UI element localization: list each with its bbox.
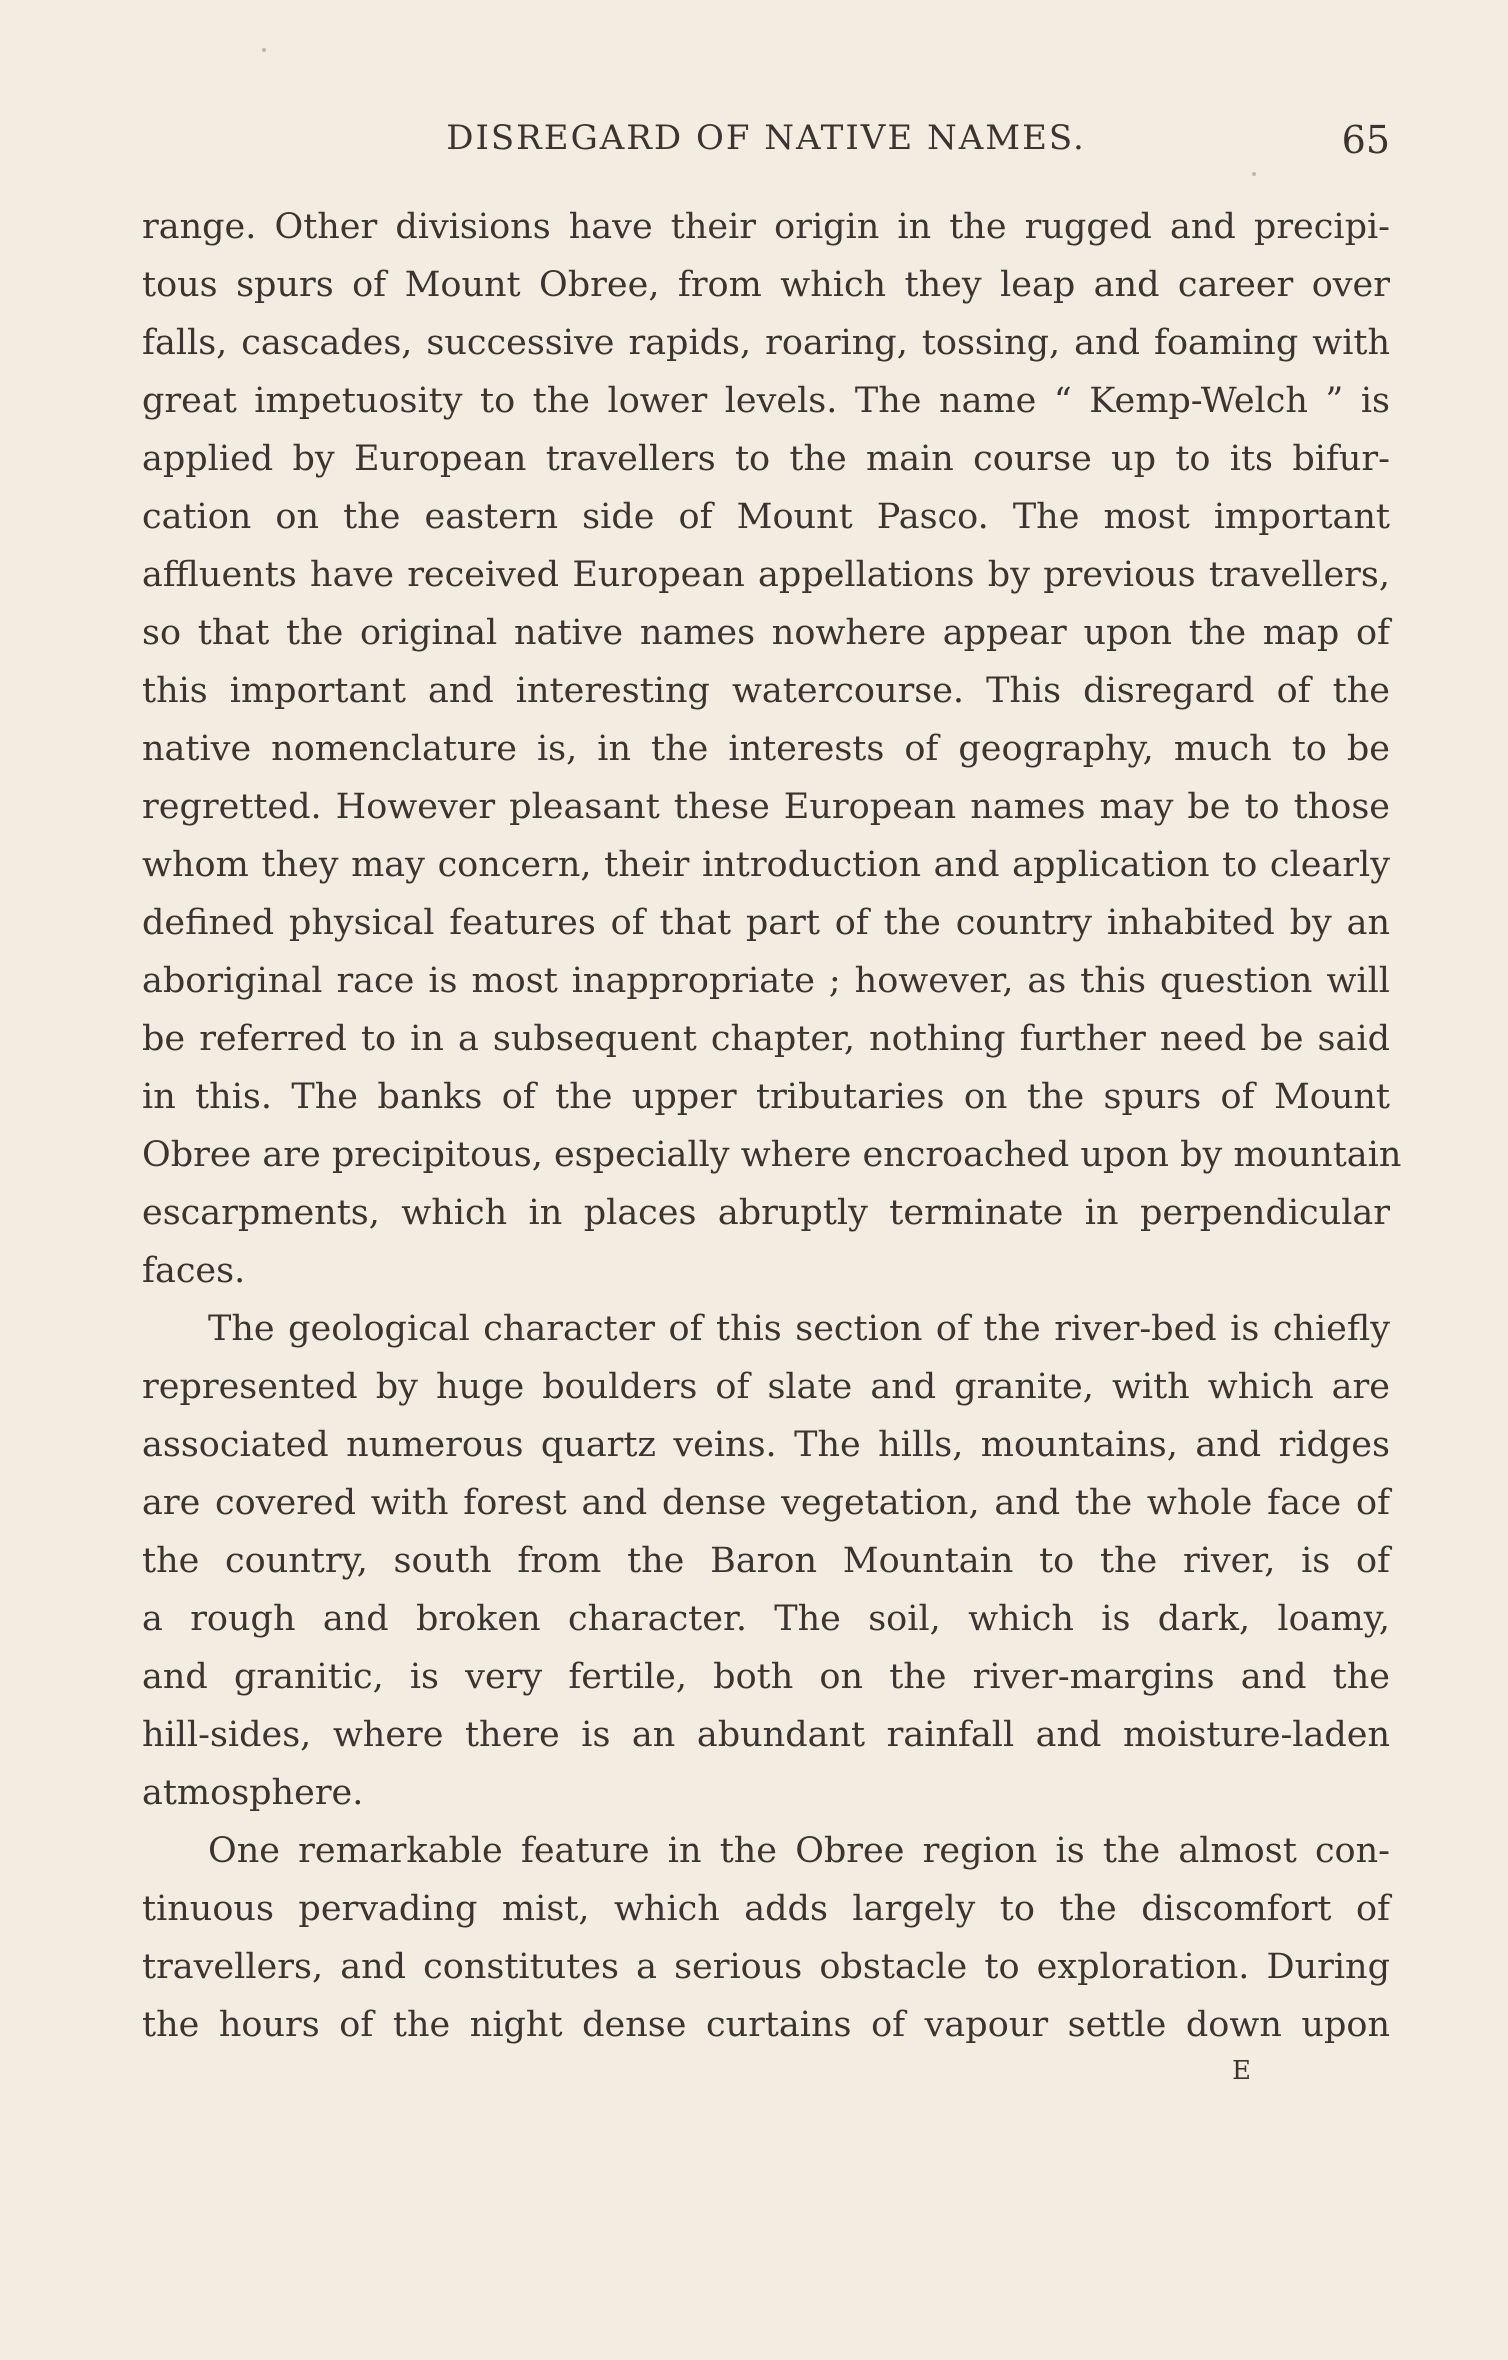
text-line: travellers, and constitutes a serious obstacle to exploration. During — [142, 1947, 1390, 1987]
text-line: defined physical features of that part of the country inhabited by an — [142, 903, 1390, 943]
text-line: whom they may concern, their introduction and application to clearly — [142, 845, 1390, 885]
text-line: in this. The banks of the upper tributaries on the spurs of Mount — [142, 1077, 1390, 1117]
paragraph-start-line: The geological character of this section of the river-bed is chiefly — [208, 1309, 1390, 1349]
text-line: and granitic, is very fertile, both on the river-margins and the — [142, 1657, 1390, 1697]
text-line: escarpments, which in places abruptly terminate in perpendicular — [142, 1193, 1390, 1233]
text-line: Obree are precipitous, especially where encroached upon by mountain — [142, 1135, 1402, 1175]
text-line: associated numerous quartz veins. The hills, mountains, and ridges — [142, 1425, 1390, 1465]
text-line: cation on the eastern side of Mount Pasco. The most important — [142, 497, 1390, 537]
text-line: a rough and broken character. The soil, which is dark, loamy, — [142, 1599, 1390, 1639]
paper-speck — [1252, 172, 1256, 176]
paragraph-start-line: One remarkable feature in the Obree region is the almost con- — [208, 1831, 1390, 1871]
text-line: regretted. However pleasant these European names may be to those — [142, 787, 1390, 827]
text-line: represented by huge boulders of slate and granite, with which are — [142, 1367, 1390, 1407]
text-line: native nomenclature is, in the interests of geography, much to be — [142, 729, 1390, 769]
text-line: tous spurs of Mount Obree, from which they leap and career over — [142, 265, 1390, 305]
text-line: affluents have received European appellations by previous travellers, — [142, 555, 1390, 595]
text-line: tinuous pervading mist, which adds largely to the discomfort of — [142, 1889, 1390, 1929]
body-text — [142, 198, 1402, 2054]
text-line: range. Other divisions have their origin in the rugged and precipi- — [142, 207, 1390, 247]
text-line: falls, cascades, successive rapids, roaring, tossing, and foaming with — [142, 323, 1390, 363]
text-line: so that the original native names nowhere appear upon the map of — [142, 613, 1390, 653]
text-line: the hours of the night dense curtains of vapour settle down upon — [142, 2005, 1390, 2045]
text-line: this important and interesting watercourse. This disregard of the — [142, 671, 1390, 711]
page-number: 65 — [1341, 118, 1390, 162]
text-line: be referred to in a subsequent chapter, nothing further need be said — [142, 1019, 1390, 1059]
text-line: aboriginal race is most inappropriate ; however, as this question will — [142, 961, 1390, 1001]
text-line: atmosphere. — [142, 1773, 364, 1813]
signature-mark: E — [1232, 2056, 1251, 2086]
page-header — [142, 118, 1390, 168]
text-line: great impetuosity to the lower levels. The name “ Kemp-Welch ” is — [142, 381, 1390, 421]
paper-speck — [262, 48, 266, 52]
text-line: the country, south from the Baron Mountain to the river, is of — [142, 1541, 1390, 1581]
text-line: hill-sides, where there is an abundant rainfall and moisture-laden — [142, 1715, 1390, 1755]
text-line: applied by European travellers to the main course up to its bifur- — [142, 439, 1390, 479]
text-line: faces. — [142, 1251, 246, 1291]
running-head: DISREGARD OF NATIVE NAMES. — [446, 118, 1086, 158]
text-line: are covered with forest and dense vegetation, and the whole face of — [142, 1483, 1390, 1523]
